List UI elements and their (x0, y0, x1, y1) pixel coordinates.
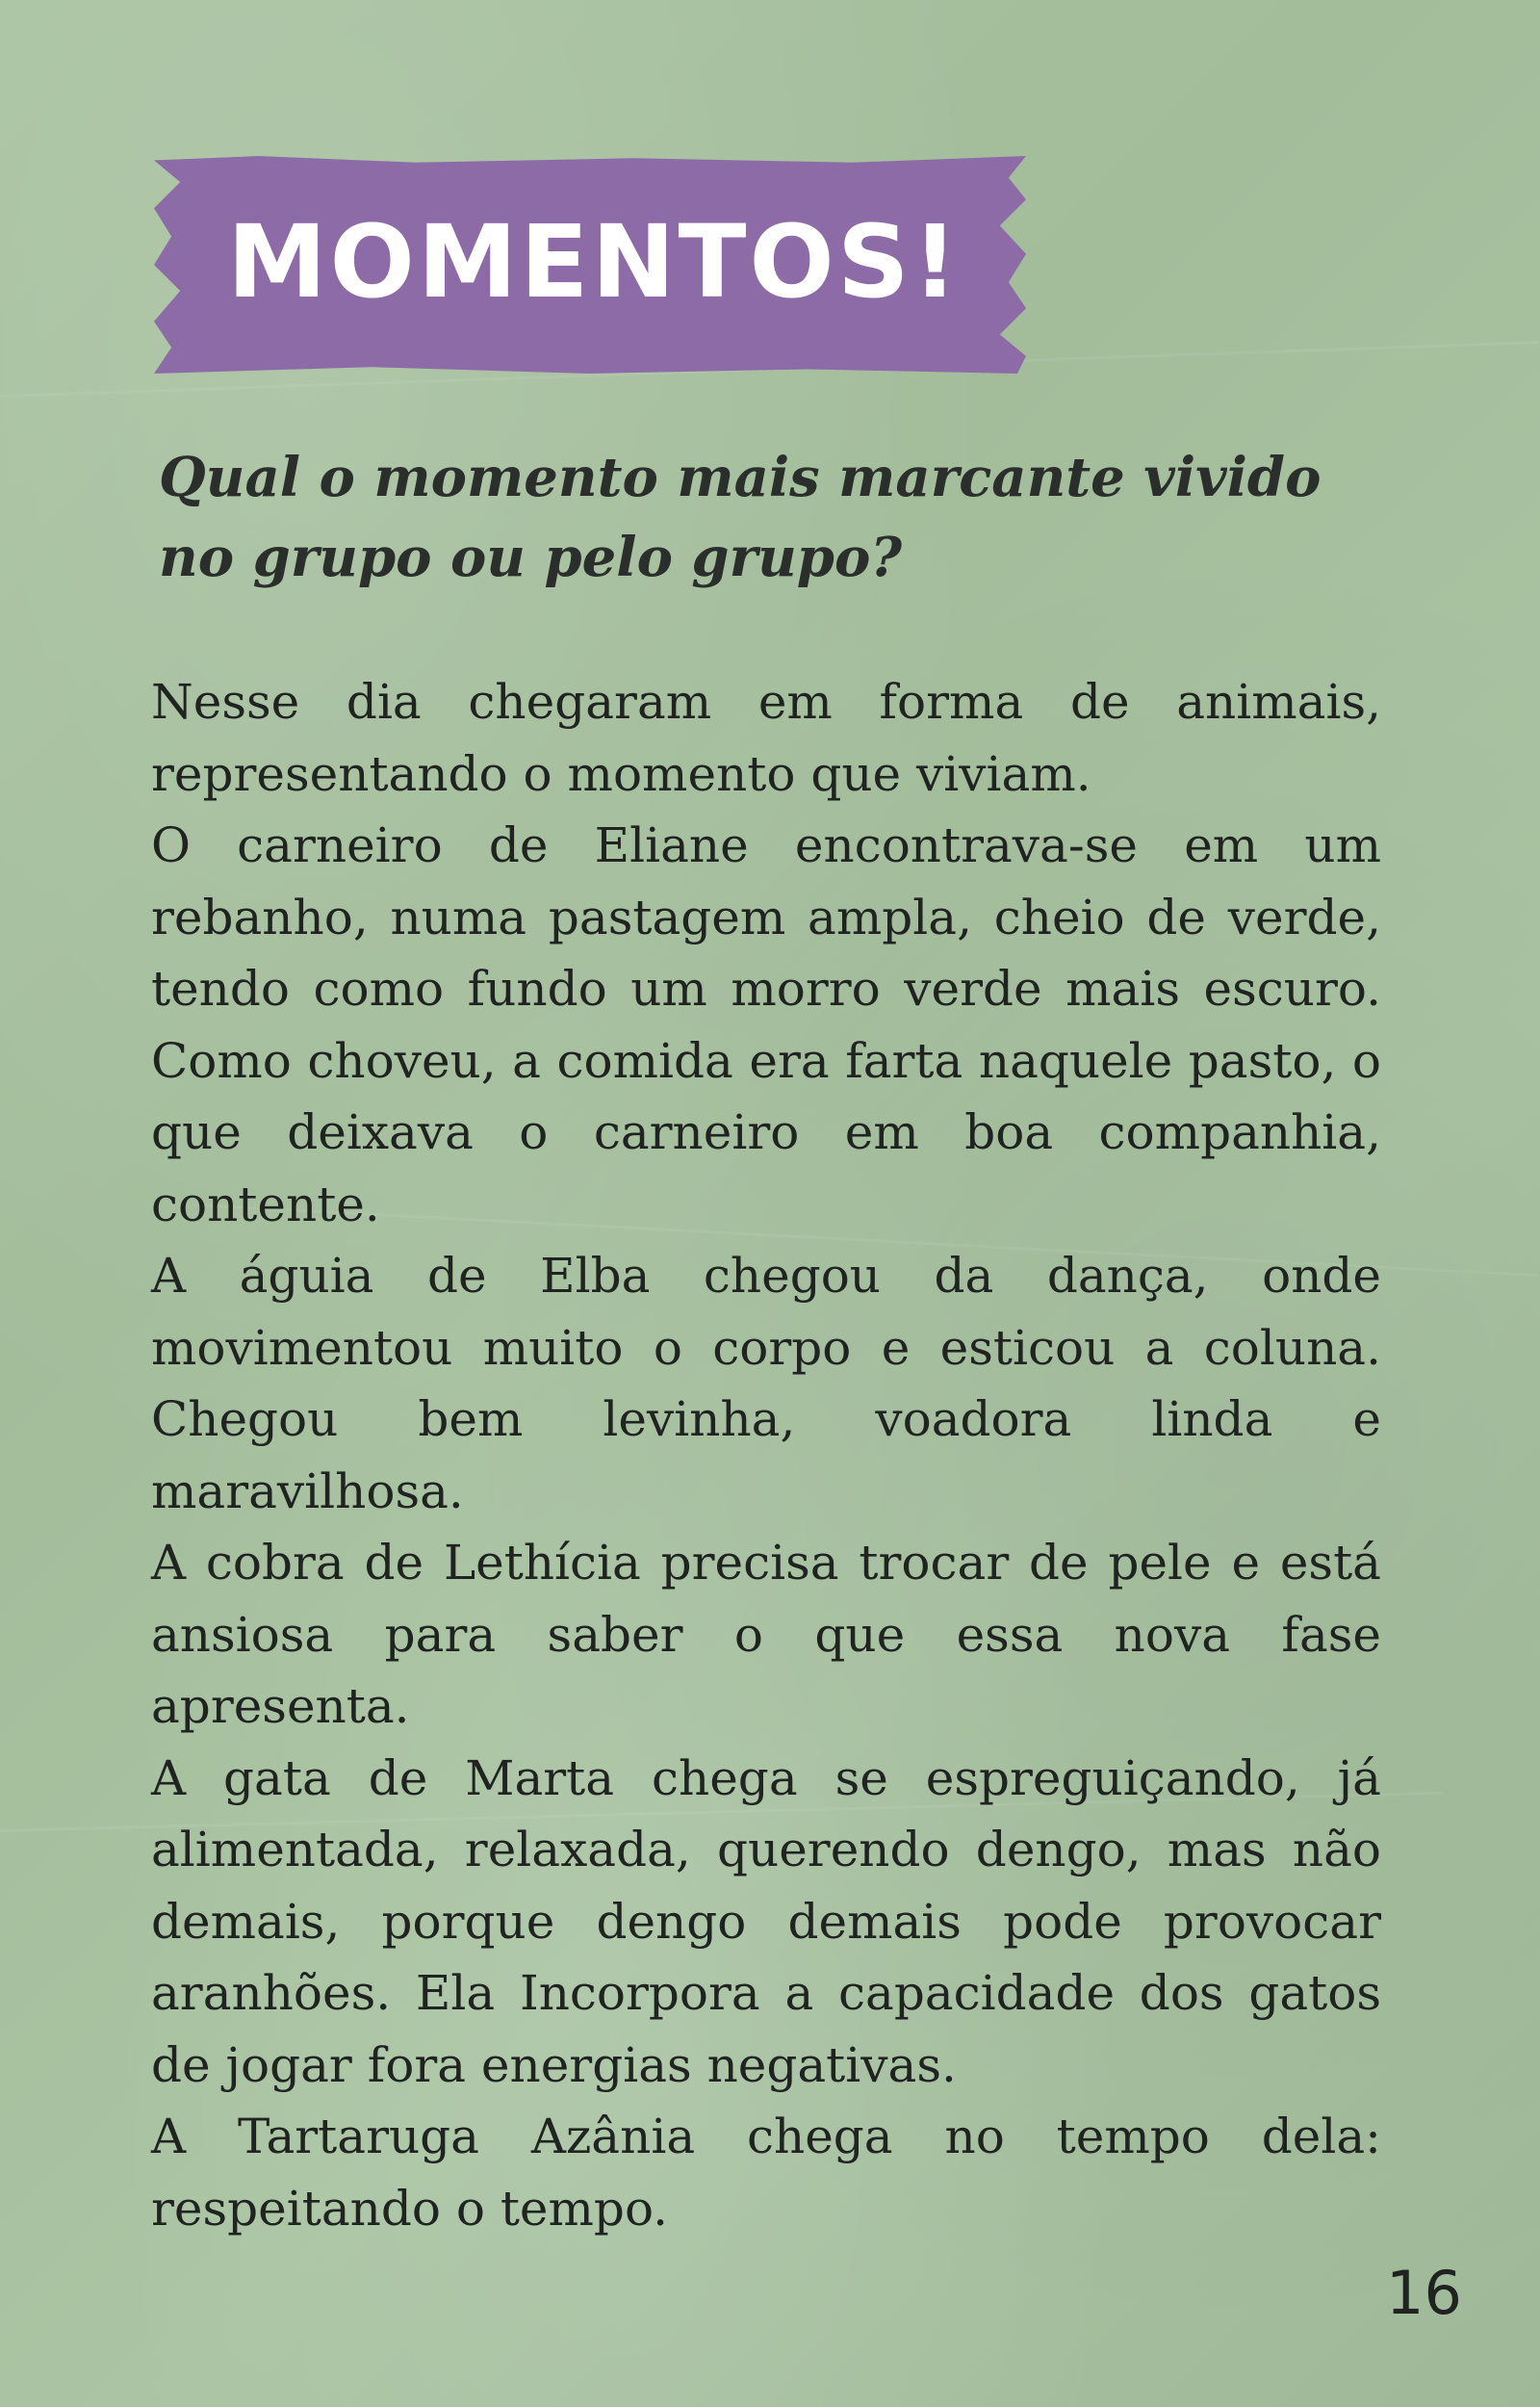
paragraph: A águia de Elba chegou da dança, onde movimentou muito o corpo e esticou a coluna. Chegou bem levinha, voadora linda e maravilhosa. (151, 1248, 1381, 1519)
paragraph: A Tartaruga Azânia chega no tempo dela: respeitando o tempo. (151, 2109, 1381, 2237)
section-question: Qual o momento mais marcante vivido no grupo ou pelo grupo? (159, 446, 1322, 589)
body-text (151, 666, 1381, 2244)
page-title: MOMENTOS! (227, 203, 962, 321)
paragraph: O carneiro de Eliane encontrava-se em um rebanho, numa pastagem ampla, cheio de verde, tendo como fundo um morro verde mais escuro. Como choveu, a comida era farta naquele pasto, o que deixava o carneiro em boa companhia, contente. (151, 817, 1381, 1232)
paragraph: A cobra de Lethícia precisa trocar de pele e está ansiosa para saber o que essa nova fase apresenta. (151, 1535, 1381, 1734)
paragraph: Nesse dia chegaram em forma de animais, representando o momento que viviam. (151, 674, 1381, 802)
paragraph: A gata de Marta chega se espreguiçando, já alimentada, relaxada, querendo dengo, mas não demais, porque dengo demais pode provocar aranhões. Ela Incorpora a capacidade dos gatos de jogar fora energias negativas. (151, 1749, 1381, 2093)
page-number: 16 (1386, 2258, 1462, 2328)
